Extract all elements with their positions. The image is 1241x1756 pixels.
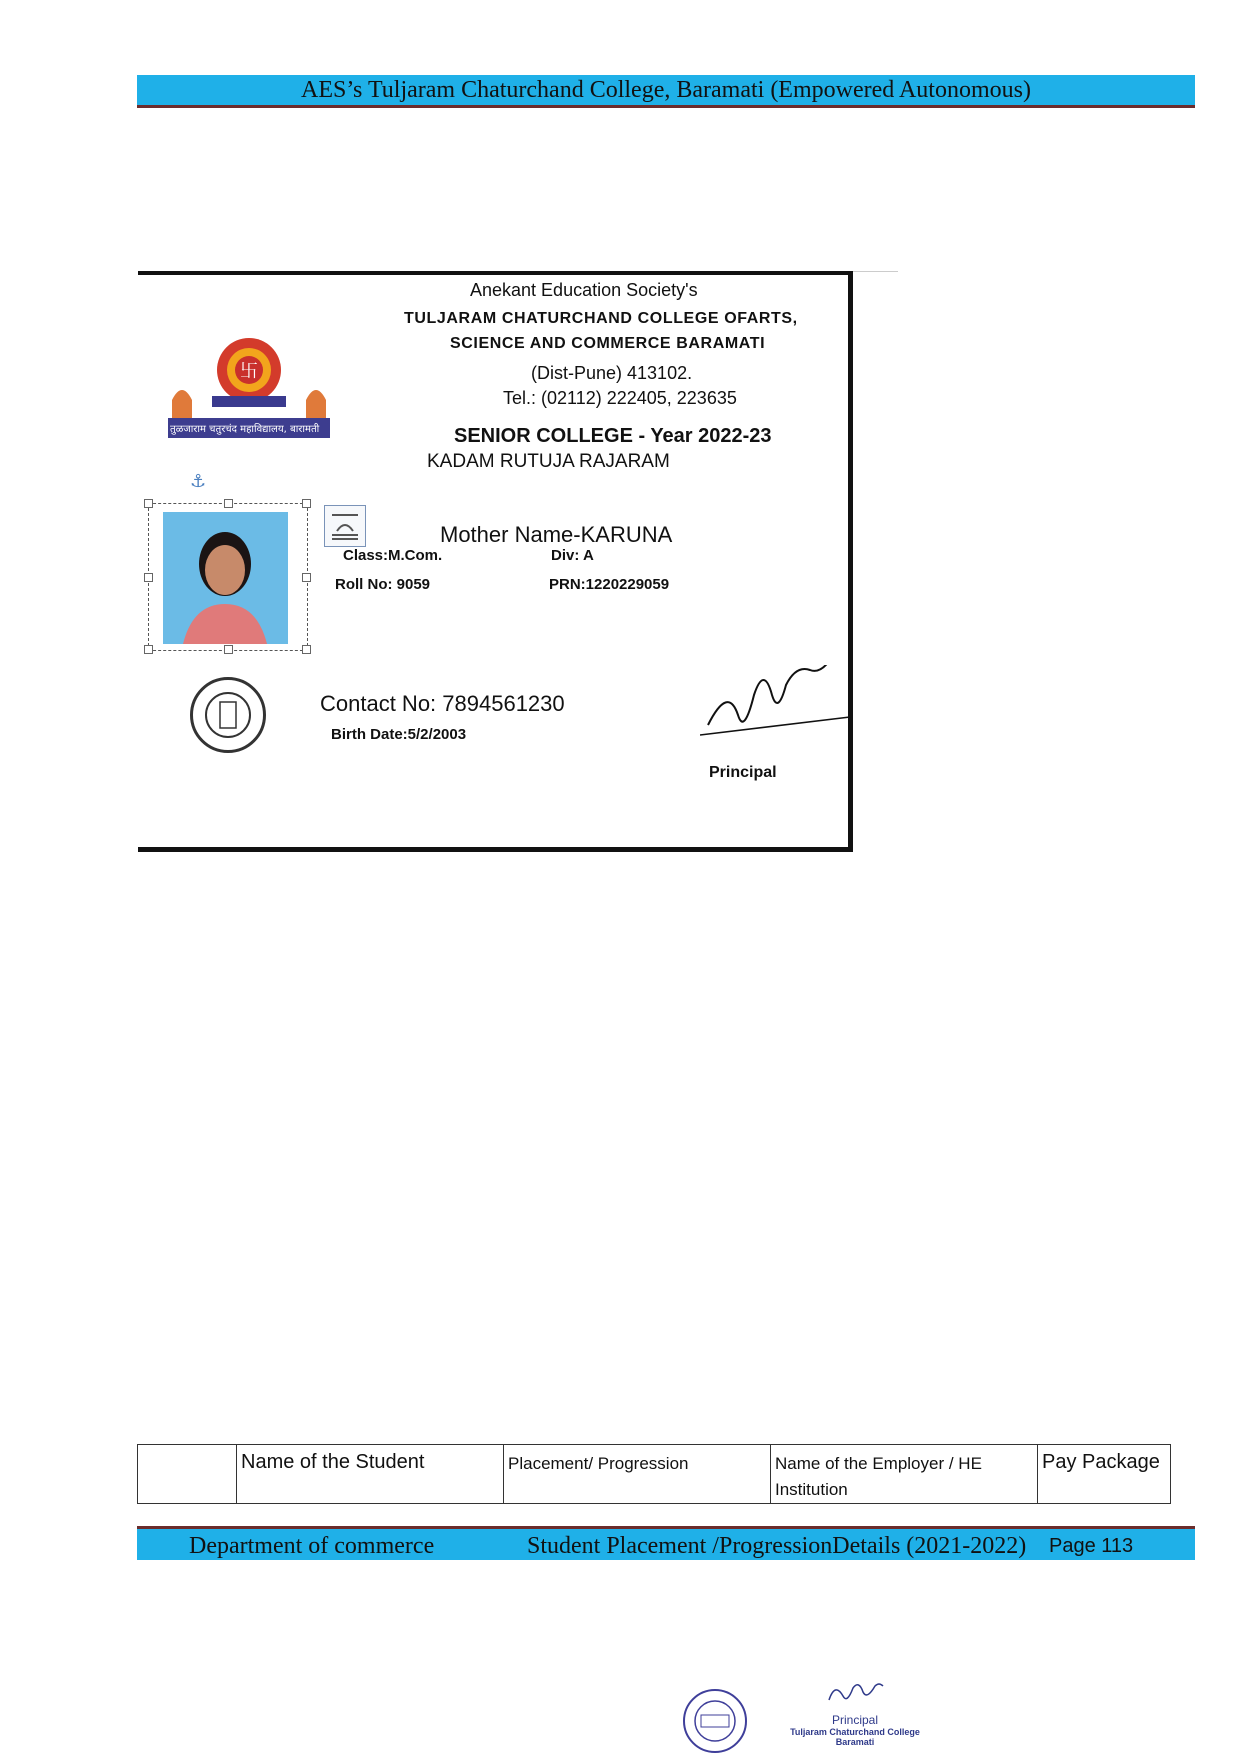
footer-page: Page 113 — [1049, 1535, 1134, 1557]
svg-text:卐: 卐 — [240, 361, 258, 382]
resize-handle-right[interactable] — [302, 573, 311, 582]
signature-title: Principal — [831, 1713, 879, 1727]
signature-place: Baramati — [835, 1737, 875, 1747]
principal-signature — [700, 665, 870, 750]
header-cell-blank — [138, 1445, 237, 1504]
college-telephone: Tel.: (02112) 222405, 223635 — [503, 388, 737, 408]
bottom-college-seal — [683, 1689, 747, 1753]
footer-section: Student Placement /ProgressionDetails (2021-2022) — [527, 1533, 1027, 1559]
roll-field: Roll No: 9059 — [335, 576, 431, 593]
header-cell-pay: Pay Package — [1038, 1445, 1171, 1504]
student-name: KADAM RUTUJA RAJARAM — [427, 451, 670, 472]
college-logo — [164, 330, 334, 450]
page-header — [137, 75, 1195, 108]
college-line-1: TULJARAM CHATURCHAND COLLEGE OFARTS, — [404, 310, 798, 327]
resize-handle-bottom-left[interactable] — [144, 645, 153, 654]
page-footer — [137, 1526, 1195, 1560]
principal-signature-block — [780, 1680, 930, 1747]
class-field: Class:M.Com. — [343, 547, 443, 564]
header-title: AES’s Tuljaram Chaturchand College, Baramati (Empowered Autonomous) — [301, 77, 1031, 103]
footer-department: Department of commerce — [189, 1533, 435, 1559]
student-photo — [163, 512, 288, 644]
resize-handle-bottom[interactable] — [224, 645, 233, 654]
placement-table — [137, 1444, 1171, 1504]
college-seal — [190, 677, 266, 753]
birth-date-field: Birth Date:5/2/2003 — [331, 726, 467, 743]
anchor-icon: ⚓ — [190, 471, 207, 492]
signature-college: Tuljaram Chaturchand College — [790, 1727, 920, 1737]
contact-field: Contact No: 7894561230 — [320, 691, 565, 716]
college-address: (Dist-Pune) 413102. — [531, 363, 693, 383]
principal-label: Principal — [709, 764, 777, 781]
layout-options-icon[interactable] — [324, 505, 366, 547]
table-header-row — [138, 1445, 1171, 1504]
card-top-rule — [848, 271, 898, 272]
resize-handle-top-left[interactable] — [144, 499, 153, 508]
prn-field: PRN:1220229059 — [549, 576, 670, 593]
div-field: Div: A — [551, 547, 594, 564]
mother-name: Mother Name-KARUNA — [440, 522, 673, 547]
resize-handle-bottom-right[interactable] — [302, 645, 311, 654]
header-cell-placement: Placement/ Progression — [504, 1445, 771, 1504]
bottom-signature-mark — [825, 1680, 885, 1708]
id-card — [138, 271, 853, 852]
resize-handle-top[interactable] — [224, 499, 233, 508]
resize-handle-top-right[interactable] — [302, 499, 311, 508]
student-photo-frame[interactable] — [148, 503, 308, 651]
header-cell-student: Name of the Student — [237, 1445, 504, 1504]
society-name: Anekant Education Society's — [470, 280, 698, 300]
logo-caption: तुळजाराम चतुरचंद महाविद्यालय, बारामती — [170, 424, 320, 435]
header-cell-employer: Name of the Employer / HE Institution — [771, 1445, 1038, 1504]
year-line: SENIOR COLLEGE - Year 2022-23 — [454, 425, 772, 447]
resize-handle-left[interactable] — [144, 573, 153, 582]
college-line-2: SCIENCE AND COMMERCE BARAMATI — [450, 335, 766, 352]
